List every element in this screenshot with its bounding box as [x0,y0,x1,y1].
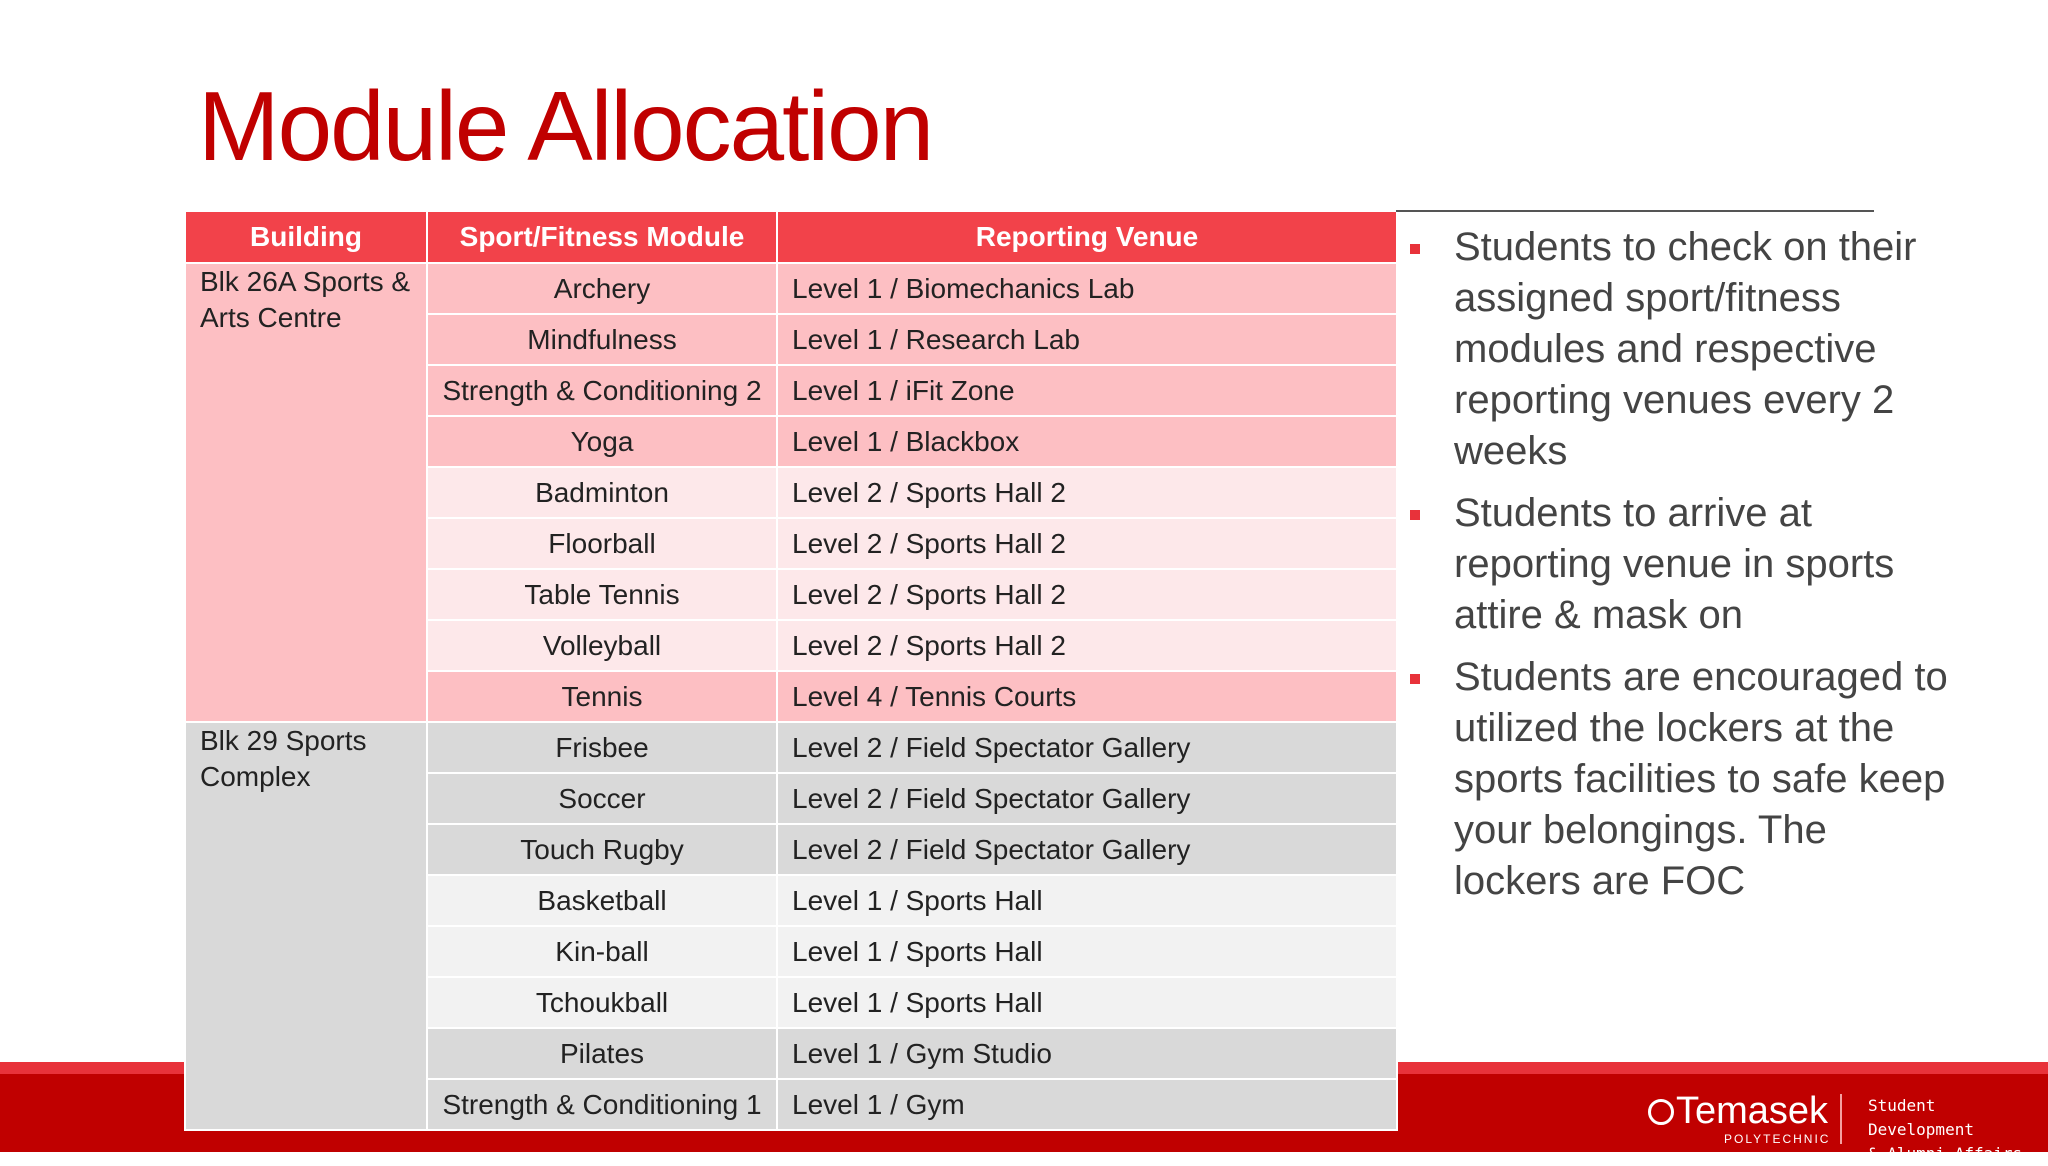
module-cell: Strength & Conditioning 2 [427,365,777,416]
table-row [185,263,1397,314]
header-building: Building [185,211,427,263]
venue-cell: Level 2 / Sports Hall 2 [777,620,1397,671]
note-text: Students to arrive at reporting venue in sports attire & mask on [1454,491,1895,637]
module-cell: Pilates [427,1028,777,1079]
temasek-emblem-icon [1648,1099,1674,1125]
module-cell: Mindfulness [427,314,777,365]
module-cell: Frisbee [427,722,777,773]
venue-cell: Level 4 / Tennis Courts [777,671,1397,722]
list-item [1404,222,1964,477]
module-cell: Basketball [427,875,777,926]
venue-cell: Level 1 / Blackbox [777,416,1397,467]
notes-divider [1396,210,1874,212]
header-venue: Reporting Venue [777,211,1397,263]
venue-cell: Level 2 / Field Spectator Gallery [777,722,1397,773]
venue-cell: Level 1 / Gym [777,1079,1397,1130]
note-text: Students are encouraged to utilized the lockers at the sports facilities to safe keep your belongings. The lockers are FOC [1454,655,1948,903]
venue-cell: Level 1 / Research Lab [777,314,1397,365]
module-cell: Archery [427,263,777,314]
department-line-1: Student Development [1868,1096,1974,1139]
venue-cell: Level 1 / iFit Zone [777,365,1397,416]
module-cell: Strength & Conditioning 1 [427,1079,777,1130]
venue-cell: Level 2 / Sports Hall 2 [777,569,1397,620]
venue-cell: Level 2 / Sports Hall 2 [777,518,1397,569]
table-row [185,722,1397,773]
module-cell: Tennis [427,671,777,722]
module-cell: Table Tennis [427,569,777,620]
slide-title: Module Allocation [198,71,933,181]
module-cell: Volleyball [427,620,777,671]
temasek-logo [1648,1090,1831,1146]
venue-cell: Level 1 / Biomechanics Lab [777,263,1397,314]
list-item [1404,488,1964,641]
venue-cell: Level 1 / Gym Studio [777,1028,1397,1079]
bullet-square-icon [1410,674,1420,684]
module-cell: Kin-ball [427,926,777,977]
module-cell: Tchoukball [427,977,777,1028]
notes-list [1404,222,1964,918]
module-cell: Soccer [427,773,777,824]
note-text: Students to check on their assigned sport/fitness modules and respective reporting venues every 2 weeks [1454,225,1917,473]
venue-cell: Level 1 / Sports Hall [777,977,1397,1028]
venue-cell: Level 1 / Sports Hall [777,926,1397,977]
list-item [1404,652,1964,907]
department-label [1868,1094,2048,1166]
building-cell: Blk 29 Sports Complex [185,722,427,1130]
venue-cell: Level 2 / Field Spectator Gallery [777,773,1397,824]
bullet-square-icon [1410,510,1420,520]
building-cell: Blk 26A Sports & Arts Centre [185,263,427,722]
department-line-2: & Alumni Affairs [1868,1144,2023,1163]
header-module: Sport/Fitness Module [427,211,777,263]
module-cell: Touch Rugby [427,824,777,875]
logo-subtitle: POLYTECHNIC [1724,1132,1831,1146]
footer-divider [1840,1094,1842,1144]
table-header-row [185,211,1397,263]
logo-name: Temasek [1676,1090,1829,1132]
bullet-square-icon [1410,244,1420,254]
module-cell: Yoga [427,416,777,467]
venue-cell: Level 1 / Sports Hall [777,875,1397,926]
venue-cell: Level 2 / Field Spectator Gallery [777,824,1397,875]
module-allocation-table [184,210,1398,1131]
module-cell: Badminton [427,467,777,518]
venue-cell: Level 2 / Sports Hall 2 [777,467,1397,518]
module-cell: Floorball [427,518,777,569]
